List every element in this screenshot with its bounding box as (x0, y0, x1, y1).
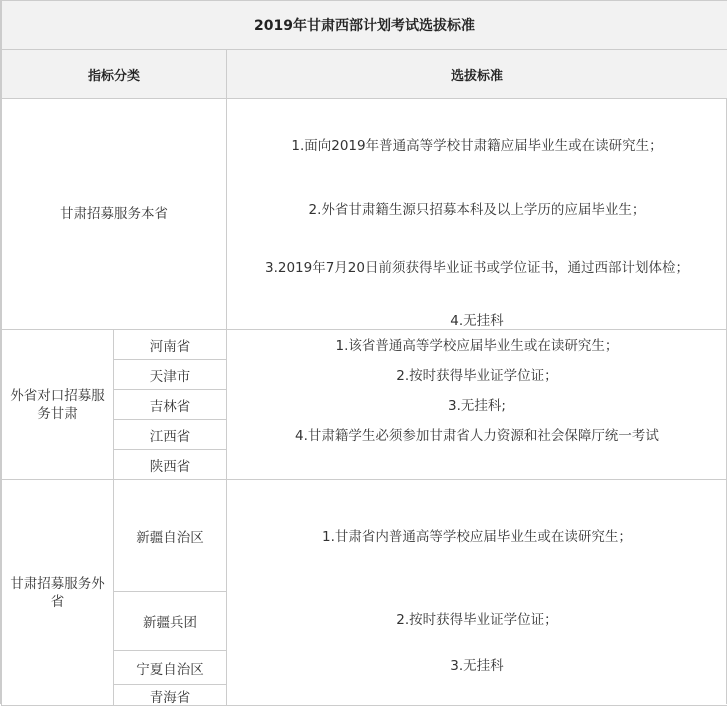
province-cell: 河南省 (113, 329, 227, 360)
province-cell: 青海省 (113, 684, 227, 706)
province-cell: 新疆兵团 (113, 591, 227, 651)
province-cell: 天津市 (113, 359, 227, 390)
column-header-category: 指标分类 (1, 49, 227, 99)
category-cell: 甘肃招募服务本省 (1, 98, 227, 330)
standards-cell (226, 329, 727, 480)
province-cell: 陕西省 (113, 449, 227, 480)
standard-item: 1.面向2019年普通高等学校甘肃籍应届毕业生或在读研究生； (291, 138, 663, 154)
province-cell: 新疆自治区 (113, 479, 227, 592)
standard-item: 1.甘肃省内普通高等学校应届毕业生或在读研究生； (322, 529, 632, 545)
standard-item: 3.2019年7月20日前须获得毕业证书或学位证书，通过西部计划体检； (264, 260, 689, 276)
standards-cell (226, 479, 727, 706)
standard-item: 2.按时获得毕业证学位证； (396, 368, 558, 384)
standard-item: 3.无挂科; (448, 398, 506, 414)
category-cell: 甘肃招募服务外省 (1, 479, 114, 706)
standards-cell (226, 98, 727, 330)
standard-item: 3.无挂科 (450, 658, 504, 674)
column-header-standard: 选拔标准 (226, 49, 727, 99)
province-cell: 宁夏自治区 (113, 650, 227, 685)
category-cell: 外省对口招募服务甘肃 (1, 329, 114, 480)
table-title: 2019年甘肃西部计划考试选拔标准 (1, 0, 727, 50)
standard-item: 2.外省甘肃籍生源只招募本科及以上学历的应届毕业生； (308, 202, 646, 218)
standard-item: 2.按时获得毕业证学位证； (396, 612, 558, 628)
standard-item: 4.无挂科 (450, 313, 504, 329)
province-cell: 江西省 (113, 419, 227, 450)
standard-item: 4.甘肃籍学生必须参加甘肃省人力资源和社会保障厅统一考试 (295, 428, 659, 444)
standard-item: 1.该省普通高等学校应届毕业生或在读研究生； (335, 338, 619, 354)
province-cell: 吉林省 (113, 389, 227, 420)
